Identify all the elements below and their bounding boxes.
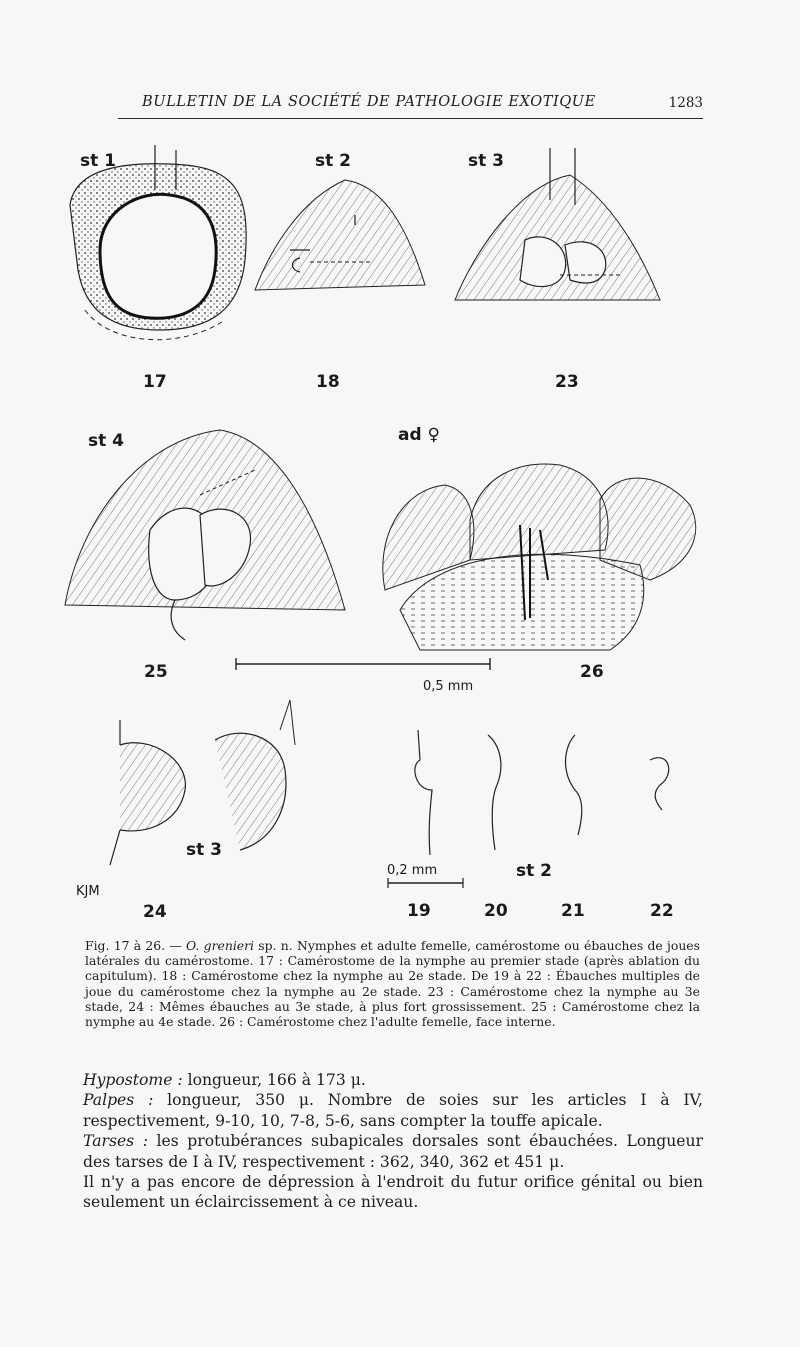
hypostome-label: Hypostome :: [83, 1071, 183, 1089]
number-23: 23: [555, 372, 579, 392]
scale-label-large: 0,5 mm: [423, 679, 474, 694]
scale-bar-small: [388, 878, 463, 888]
number-26: 26: [580, 662, 604, 682]
number-17: 17: [143, 372, 167, 392]
fig-25-drawing: [65, 430, 345, 640]
caption-text: sp. n. Nymphes et adulte femelle, camérostome ou ébauches de joues latérales du camérostome. 17 : Camérostome de la nymphe au premier stade (après ablation du capitulum). 18 : Camérostome chez la nymphe au 2e stade. De 19 à 22 : Ébauches multiples de joue du camérostome chez la nymphe au 2e stade. 23 : Camérostome chez la nymphe au 3e stade, 24 : Mêmes ébauches au 3e stade, à plus fort grossissement. 25 : Camérostome chez la nymphe au 4e stade. 26 : Camérostome chez l'adulte femelle, face interne.: [85, 938, 701, 1030]
palpes-text: longueur, 350 μ. Nombre de soies sur les articles I à IV, respectivement, 9-10, 10, 7-8, 5-6, sans compter la touffe apicale.: [83, 1091, 703, 1130]
tarses-label: Tarses :: [83, 1132, 148, 1151]
number-25: 25: [144, 662, 168, 682]
tarses-text: les protubérances subapicales dorsales sont ébauchées. Longueur des tarses de I à IV, respectivement : 362, 340, 362 et 451 μ.: [83, 1132, 703, 1171]
fig-17-drawing: [70, 145, 246, 340]
number-22: 22: [650, 901, 674, 921]
label-st2: st 2: [315, 151, 351, 171]
label-st2-fig21: st 2: [516, 861, 552, 881]
figure-caption: [85, 938, 700, 1029]
caption-species: O. grenieri: [186, 938, 255, 953]
body-text: [83, 1070, 703, 1213]
running-title: BULLETIN DE LA SOCIÉTÉ DE PATHOLOGIE EXOTIQUE: [142, 94, 596, 110]
fig-18-drawing: [255, 180, 425, 290]
caption-lead: Fig. 17 à 26. —: [85, 938, 187, 953]
page-number: 1283: [668, 95, 703, 111]
label-st3-fig24: st 3: [186, 840, 222, 860]
number-24: 24: [143, 902, 167, 922]
label-st4: st 4: [88, 431, 124, 451]
paragraph-hypostome: [83, 1070, 703, 1090]
scale-label-small: 0,2 mm: [387, 863, 438, 878]
hypostome-text: longueur, 166 à 173 μ.: [182, 1071, 366, 1089]
number-19: 19: [407, 901, 431, 921]
fig-26-drawing: [383, 464, 696, 650]
number-20: 20: [484, 901, 508, 921]
paragraph-tarses: [83, 1131, 703, 1172]
label-st3: st 3: [468, 151, 504, 171]
artist-signature: KJM: [76, 884, 100, 899]
scale-bar-large: [236, 658, 490, 670]
paragraph-palpes: [83, 1090, 703, 1131]
figs-19-22-drawing: [415, 730, 669, 855]
label-adult-female: ad ♀: [398, 425, 441, 445]
paragraph-final: Il n'y a pas encore de dépression à l'endroit du futur orifice génital ou bien seulement un éclaircissement à ce niveau.: [83, 1173, 703, 1212]
number-21: 21: [561, 901, 585, 921]
palpes-label: Palpes :: [83, 1091, 154, 1110]
number-18: 18: [316, 372, 340, 392]
label-st1: st 1: [80, 151, 116, 171]
